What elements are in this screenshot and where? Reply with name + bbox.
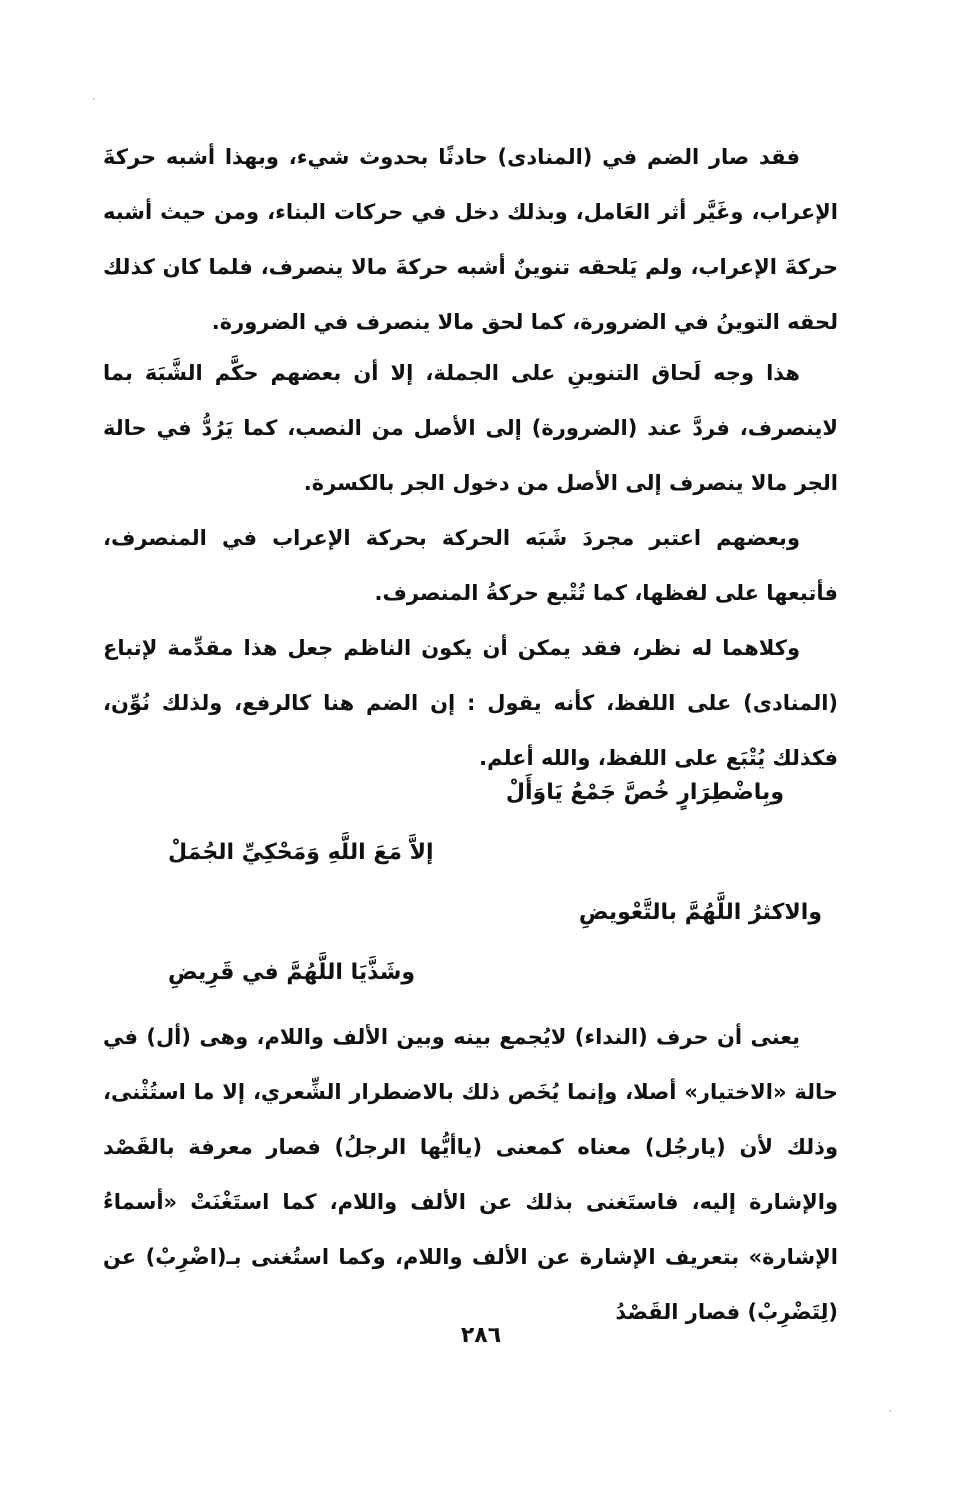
- verse-line-4: وشَذَّيَا اللَّهُمَّ في قَرِيضِ: [168, 960, 416, 985]
- paragraph-4: وكلاهما له نظر، فقد يمكن أن يكون الناظم جعل هذا مقدِّمة لإتباع (المنادى) على اللفظ، كأنه يقول : إن الضم هنا كالرفع، ولذلك نُوِّن، فكذلك يُتْبَع على اللفظ، والله أعلم.: [103, 636, 838, 770]
- scan-speck: [889, 1410, 891, 1412]
- paragraph-1: فقد صار الضم في (المنادى) حادثًا بحدوث شيء، وبهذا أشبه حركةَ الإعراب، وغَيَّر أثر العَامل، وبذلك دخل في حركات البناء، ومن حيث أشبه حركةَ الإعراب، ولم يَلحقه تنوينٌ أشبه حركةَ مالا ينصرف، فلما كان كذلك لحقه التوينُ في الضرورة، كما لحق مالا ينصرف في الضرورة.: [103, 145, 838, 334]
- verse-line-2: إلاَّ مَعَ اللَّهِ وَمَحْكِيِّ الجُمَلْ: [168, 840, 434, 865]
- verse-line-1: وبِاضْطِرَارٍ خُصَّ جَمْعُ يَاوَأَلْ: [505, 780, 784, 805]
- page-number: ٢٨٦: [460, 1323, 502, 1348]
- paragraph-3: وبعضهم اعتبر مجردَ شَبَه الحركة بحركة الإعراب في المنصرف، فأتبعها على لفظها، كما تُتْبع حركةُ المنصرف.: [103, 526, 838, 605]
- scan-speck: [93, 98, 95, 100]
- verse-line-3: والاكثرُ اللَّهُمَّ بالتَّعْويضِ: [578, 900, 822, 925]
- paragraph-5: يعنى أن حرف (النداء) لايُجمع بينه وبين الألف واللام، وهى (أل) في حالة «الاختيار» أصلا، وإنما يُخَص ذلك بالاضطرار الشِّعري، إلا ما استُثْنى، وذلك لأن (يارجُل) معناه كمعنى (ياأيُّها الرجلُ) فصار معرفة بالقَصْد والإشارة إليه، فاستَغنى بذلك عن الألف واللام، كما استَغْنَتْ «أسماءُ الإشارة» بتعريف الإشارة عن الألف واللام، وكما استُغنى بـ(اضْرِبْ) عن (لِتَضْرِبْ) فصار القَصْدُ: [103, 1025, 838, 1324]
- paragraph-2: هذا وجه لَحاق التنوينِ على الجملة، إلا أن بعضهم حكَّم الشَّبَهَ بما لاينصرف، فردَّ عند (الضرورة) إلى الأصل من النصب، كما يَرُدُّ في حالة الجر مالا ينصرف إلى الأصل من دخول الجر بالكسرة.: [103, 361, 838, 495]
